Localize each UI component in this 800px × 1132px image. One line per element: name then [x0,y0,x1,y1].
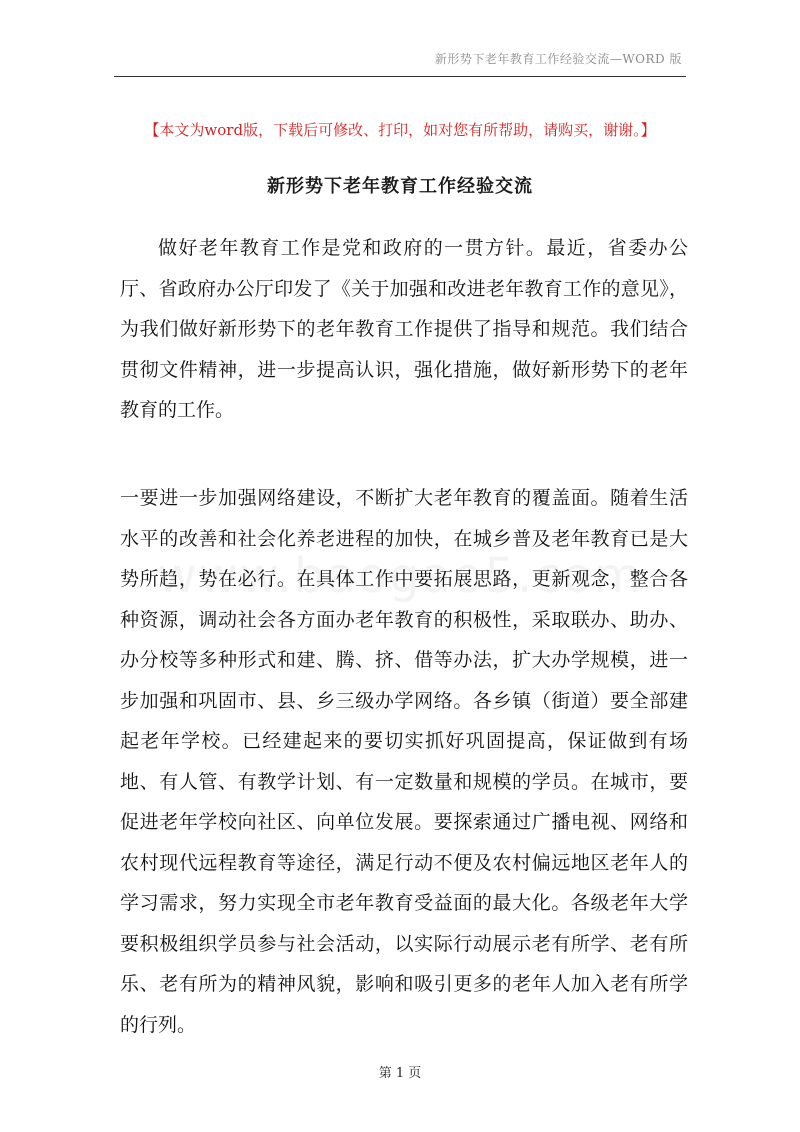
download-notice: 【本文为word版，下载后可修改、打印，如对您有所帮助，请购买，谢谢。】 [144,121,656,139]
header-divider [114,76,686,77]
paragraph-network: 一要进一步加强网络建设，不断扩大老年教育的覆盖面。随着生活水平的改善和社会化养老进程的加快，在城乡普及老年教育已是大势所趋，势在必行。在具体工作中要拓展思路，更新观念，整合各种资源，调动社会各方面办老年教育的积极性，采取联办、助办、办分校等多种形式和建、腾、挤、借等办法，扩大办学规模，进一步加强和巩固市、县、乡三级办学网络。各乡镇（街道）要全部建起老年学校。已经建起来的要切实抓好巩固提高，保证做到有场地、有人管、有教学计划、有一定数量和规模的学员。在城市，要促进老年学校向社区、向单位发展。要探索通过广播电视、网络和农村现代远程教育等途径，满足行动不便及农村偏远地区老年人的学习需求，努力实现全市老年教育受益面的最大化。各级老年大学要积极组织学员参与社会活动，以实际行动展示老有所学、老有所乐、老有所为的精神风貌，影响和吸引更多的老年人加入老有所学的行列。 [120,487,688,1036]
page-header: 新形势下老年教育工作经验交流—WORD 版 [434,52,682,66]
page-number: 第 1 页 [378,1066,422,1081]
document-title: 新形势下老年教育工作经验交流 [267,176,533,197]
paragraph-intro: 做好老年教育工作是党和政府的一贯方针。最近，省委办公厅、省政府办公厅印发了《关于加强和改进老年教育工作的意见》，为我们做好新形势下的老年教育工作提供了指导和规范。我们结合贯彻文件精神，进一步提高认识，强化措施，做好新形势下的老年教育的工作。 [120,237,688,421]
